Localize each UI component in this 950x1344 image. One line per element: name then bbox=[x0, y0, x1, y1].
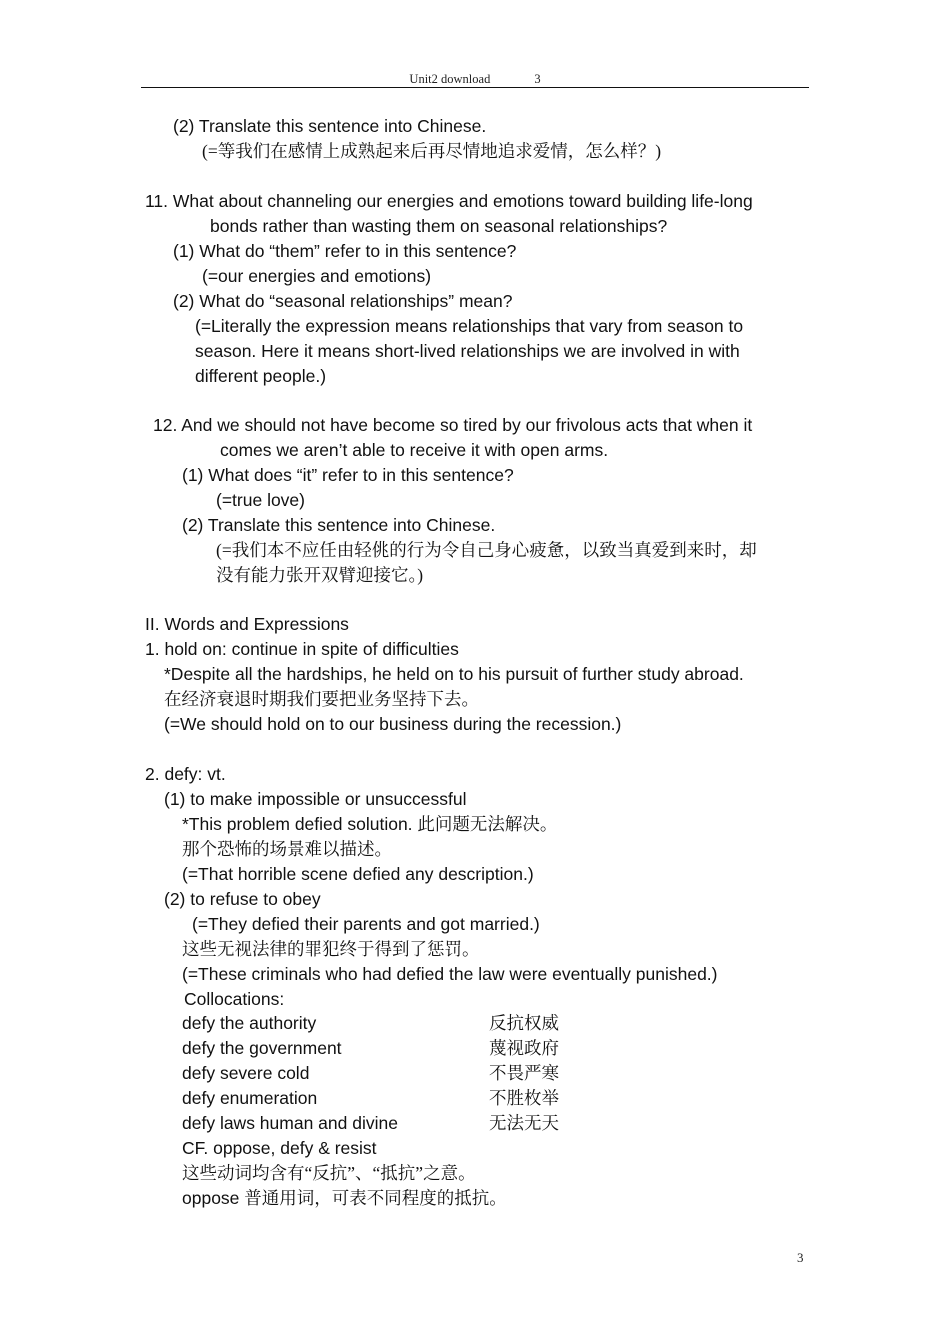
text-line: 那个恐怖的场景难以描述。 bbox=[182, 839, 392, 859]
text-line: 在经济衰退时期我们要把业务坚持下去。 bbox=[164, 689, 479, 709]
page-header bbox=[0, 72, 950, 87]
collocation-english: defy the government bbox=[182, 1038, 342, 1058]
collocation-english: defy enumeration bbox=[182, 1088, 318, 1108]
text-line: (=That horrible scene defied any description.) bbox=[182, 864, 534, 884]
text-line: (2) Translate this sentence into Chinese. bbox=[173, 116, 487, 136]
text-line: 这些无视法律的罪犯终于得到了惩罚。 bbox=[182, 939, 480, 959]
text-line: *This problem defied solution. 此问题无法解决。 bbox=[182, 814, 558, 834]
collocation-chinese: 不胜枚举 bbox=[489, 1088, 559, 1108]
section-heading: II. Words and Expressions bbox=[145, 614, 349, 634]
text-line: 12. And we should not have become so tired by our frivolous acts that when it bbox=[153, 415, 753, 435]
text-line: season. Here it means short-lived relationships we are involved in with bbox=[195, 341, 740, 361]
collocation-chinese: 不畏严寒 bbox=[489, 1063, 559, 1083]
text-line: oppose 普通用词，可表不同程度的抵抗。 bbox=[182, 1188, 507, 1208]
collocations-heading: Collocations: bbox=[184, 989, 285, 1009]
text-line: (2) What do “seasonal relationships” mean? bbox=[173, 291, 513, 311]
text-line: comes we aren’t able to receive it with open arms. bbox=[220, 440, 609, 460]
text-line: *Despite all the hardships, he held on to his pursuit of further study abroad. bbox=[164, 664, 744, 684]
text-line: (=true love) bbox=[216, 490, 305, 510]
text-line: CF. oppose, defy & resist bbox=[182, 1138, 377, 1158]
text-line: (=我们本不应任由轻佻的行为令自己身心疲惫，以致当真爱到来时，却 bbox=[216, 540, 757, 560]
header-title: Unit2 download bbox=[409, 72, 491, 86]
text-line: different people.) bbox=[195, 366, 327, 386]
text-line: 2. defy: vt. bbox=[145, 764, 226, 784]
header-rule bbox=[141, 87, 809, 88]
text-line: (2) to refuse to obey bbox=[164, 889, 321, 909]
text-line: bonds rather than wasting them on seasonal relationships? bbox=[210, 216, 668, 236]
text-line: (=Literally the expression means relationships that vary from season to bbox=[195, 316, 744, 336]
text-line: (=our energies and emotions) bbox=[202, 266, 432, 286]
text-line: (=They defied their parents and got married.) bbox=[192, 914, 540, 934]
text-line: (=We should hold on to our business during the recession.) bbox=[164, 714, 622, 734]
collocation-chinese: 反抗权威 bbox=[489, 1013, 559, 1033]
text-line: (=等我们在感情上成熟起来后再尽情地追求爱情，怎么样？) bbox=[202, 141, 662, 161]
footer-page-number: 3 bbox=[797, 1250, 804, 1265]
collocation-english: defy laws human and divine bbox=[182, 1113, 398, 1133]
text-line: 1. hold on: continue in spite of difficulties bbox=[145, 639, 459, 659]
collocation-english: defy the authority bbox=[182, 1013, 317, 1033]
text-line: (1) What do “them” refer to in this sentence? bbox=[173, 241, 517, 261]
text-line: 11. What about channeling our energies and emotions toward building life-long bbox=[145, 191, 753, 211]
header-page-number: 3 bbox=[534, 72, 541, 86]
text-line: (2) Translate this sentence into Chinese. bbox=[182, 515, 496, 535]
text-line: 没有能力张开双臂迎接它。) bbox=[216, 565, 424, 585]
text-line: (1) to make impossible or unsuccessful bbox=[164, 789, 467, 809]
collocation-chinese: 蔑视政府 bbox=[489, 1038, 559, 1058]
collocation-english: defy severe cold bbox=[182, 1063, 310, 1083]
text-line: (1) What does “it” refer to in this sentence? bbox=[182, 465, 514, 485]
text-line: (=These criminals who had defied the law were eventually punished.) bbox=[182, 964, 718, 984]
text-line: 这些动词均含有“反抗”、“抵抗”之意。 bbox=[182, 1163, 476, 1183]
collocation-chinese: 无法无天 bbox=[489, 1113, 559, 1133]
